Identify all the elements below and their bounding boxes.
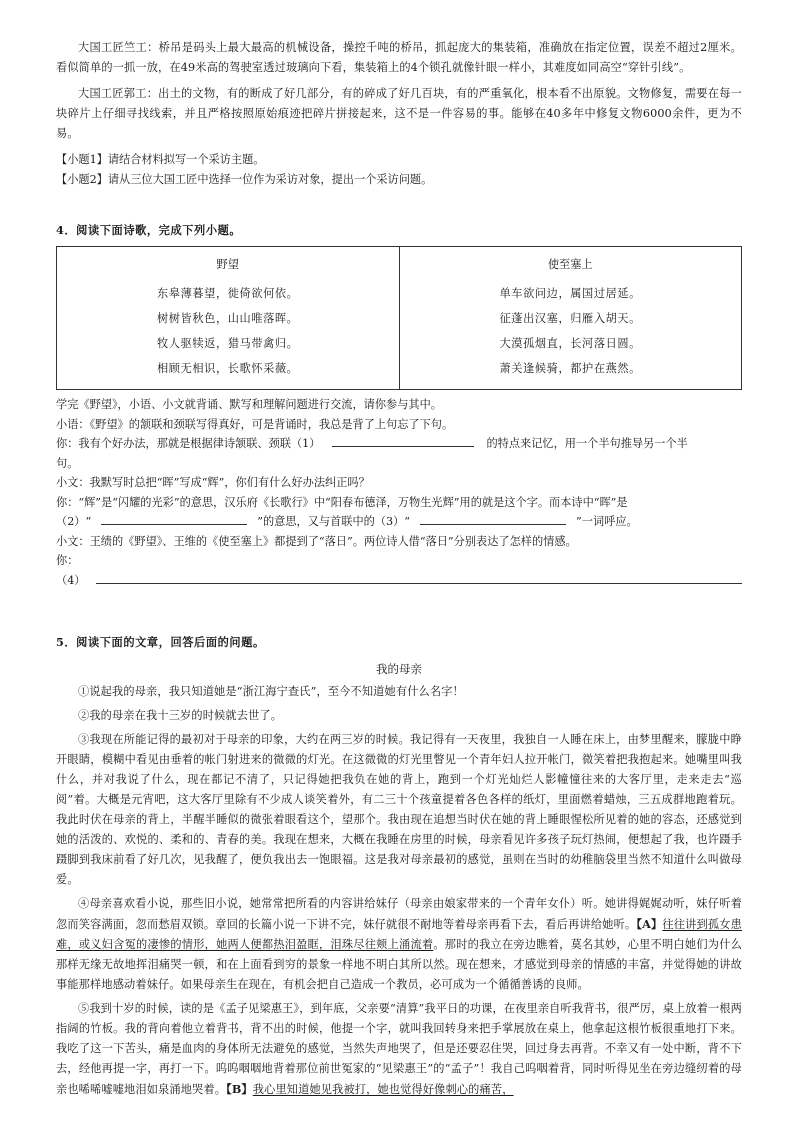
poem-line: 牧人驱犊返，猎马带禽归。	[157, 337, 299, 350]
dialogue-intro: 学完《野望》，小语、小文就背诵、默写和理解问题进行交流，请你参与其中。	[56, 398, 442, 411]
underlined-sentence-b: 我心里知道她见我被打，她也觉得好像刺心的痛苦，	[252, 1083, 514, 1096]
article-paragraph-2: ②我的母亲在我十三岁的时候就去世了。	[78, 709, 283, 722]
poem-title-shizhisaishang: 使至塞上	[547, 258, 593, 271]
dialogue-text: ”一词呼应。	[576, 515, 638, 528]
article-paragraph-4	[56, 894, 742, 995]
dialogue-you-3-answer	[56, 571, 742, 591]
intro-paragraph-guo: 大国工匠郭工：出土的文物，有的断成了好几部分，有的碎成了好几百块，有的严重氧化，根本看不出原貌。文物修复，需要在每一块碎片上仔细寻找线索，并且严格按照原始痕迹把碎片拼接起来，这不是一件容易的事。能够在40多年中修复文物6000余件，更为不易。	[56, 87, 742, 140]
poem-line: 单车欲问边，属国过居延。	[499, 287, 641, 300]
article-paragraph-3: ③我现在所能记得的最初对于母亲的印象，大约在两三岁的时候。我记得有一天夜里，我独自一人睡在床上，由梦里醒来，朦胧中睁开眼睛，模糊中看见由垂着的帐门射进来的微微的灯光。在这微微的灯光里瞥见一个青年妇人拉开帐门，微笑着把我抱起来。她嘴里叫我什么，并对我说了什么，现在都记不清了，只记得她把我负在她的背上，跑到一个灯光灿烂人影幢憧往来的大客厅里，走来走去“巡阅”着。大概是元宵吧，这大客厅里除有不少成人谈笑着外，有二三十个孩童提着各色各样的纸灯，里面燃着蜡烛，三五成群地跑着玩。我此时伏在母亲的背上，半醒半睡似的微张着眼看这个，望那个。我由现在追想当时伏在她的背上睡眼惺松所见着的她的容态，还感觉到她的活泼的、欢悦的、柔和的、青春的美。我现在想来，大概在我睡在房里的时候，母亲看见许多孩子玩灯热闹，便想起了我，也许蹑手蹑脚到我床前看了好几次，见我醒了，便负我出去一饱眼福。这是我对母亲最初的感觉，虽则在当时的幼稚脑袋里当然不知道什么叫做母爱。	[56, 733, 742, 886]
paragraph-text: ⑤我到十岁的时候，读的是《孟子见梁惠王》，到年底，父亲要“清算”我平日的功课，在夜里亲自听我背书，很严厉，桌上放着一根两指阔的竹板。我的背向着他立着背书，背不出的时候，他提一个字，就叫我回转身来把手掌展放在桌上，他拿起这根竹板很重地打下来。我吃了这一下苦头，痛是血肉的身体所无法避免的感觉，当然失声地哭了，但是还要忍住哭，回过身去再背。不幸又有一处中断，背不下去，经他再提一字，再打一下。呜呜咽咽地背着那位前世冤家的“见梁惠王”的“孟子”！我自己呜咽着背，同时听得见坐在旁边缝纫着的母亲也唏唏嘘嘘地泪如泉涌地哭着。	[56, 1002, 742, 1096]
poem-right-cell	[399, 247, 742, 390]
paragraph-text: ④母亲喜欢看小说，那些旧小说，她常常把所看的内容讲给妹仔（母亲由娘家带来的一个青年女仆）听。她讲得娓娓动听，妹仔听着忽而笑容满面，忽而愁眉双锁。章回的长篇小说一下讲不完，妹仔就很不耐地等着母亲再看下去，看后再讲给她听。	[56, 897, 742, 931]
paragraph-text: 。那时的我立在旁边瞧着，莫名其妙，心里不明白她们为什么那样无缘无故地挥泪痛哭一顿，和在上面看到穷的景象一样地不明白其所以然。现在想来，才感觉到母亲的情感的丰富，并觉得她的讲故事能那样地感动着妹仔。如果母亲生在现在，有机会把自己造成一个教员，必可成为一个循循善诱的良师。	[56, 938, 743, 991]
poem-line: 大漠孤烟直，长河落日圆。	[499, 337, 641, 350]
poem-title-yewang: 野望	[216, 258, 239, 271]
dialogue-you-2-cont	[56, 512, 742, 532]
answer-blank-1[interactable]	[332, 434, 474, 447]
intro-paragraph-zhu: 大国工匠竺工：桥吊是码头上最大最高的机械设备，操控千吨的桥吊，抓起庞大的集装箱，准确放在指定位置，误差不超过2厘米。看似简单的一抓一放，在49米高的驾驶室透过玻璃向下看，集装箱上的4个锁孔就像针眼一样小，其难度如同高空“穿针引线”。	[56, 41, 742, 74]
marker-b: 【B】	[226, 1082, 253, 1096]
poem-table	[56, 246, 742, 390]
section-5-heading: 5．阅读下面的文章，回答后面的问题。	[56, 635, 265, 649]
poem-line: 萧关逢候骑，都护在燕然。	[499, 362, 641, 375]
poem-line: 东皋薄暮望，徙倚欲何依。	[157, 287, 299, 300]
poem-left-cell	[57, 247, 400, 390]
exam-page	[56, 38, 742, 1100]
subquestion-2: 【小题2】请从三位大国工匠中选择一位作为采访对象，提出一个采访问题。	[56, 173, 433, 186]
dialogue-text: （2）“	[56, 515, 92, 528]
dialogue-text: ”的意思，又与首联中的（3）“	[257, 515, 411, 528]
poem-line: 征蓬出汉塞，归雁入胡天。	[499, 312, 641, 325]
article-paragraph-1: ①说起我的母亲，我只知道她是“浙江海宁查氏”，至今不知道她有什么名字！	[78, 685, 464, 698]
dialogue-you-2: 你：“辉”是“闪耀的光彩”的意思，汉乐府《长歌行》中“阳春布德泽，万物生光辉”用的就是这个字。而本诗中“晖”是	[56, 495, 628, 509]
dialogue-block	[56, 395, 742, 590]
dialogue-text: 的特点来记忆，用一个半句推导另一个半	[486, 437, 688, 450]
subquestion-1: 【小题1】请结合材料拟写一个采访主题。	[56, 153, 265, 166]
dialogue-xiaowen-1: 小文：我默写时总把“晖”写成“辉”，你们有什么好办法纠正吗？	[56, 476, 370, 489]
poem-line: 树树皆秋色，山山唯落晖。	[157, 312, 299, 325]
dialogue-xiaoyu: 小语：《野望》的颔联和颈联写得真好，可是背诵时，我总是背了上句忘了下句。	[56, 417, 454, 431]
dialogue-text: 句。	[56, 456, 79, 470]
answer-blank-3[interactable]	[420, 512, 566, 525]
article-paragraph-5	[56, 999, 742, 1100]
section-4-heading: 4．阅读下面诗歌，完成下列小题。	[56, 223, 242, 237]
answer-blank-2[interactable]	[101, 512, 247, 525]
underlined-sentence-a: 往往讲到孤女患难，或义妇含冤的凄惨的情形，她两人便都热泪盈眶，泪珠尽往颊上涌流着	[56, 918, 742, 951]
article-title: 我的母亲	[376, 662, 422, 676]
answer-blank-4[interactable]	[96, 571, 742, 584]
dialogue-you-3: 你：	[56, 554, 79, 567]
dialogue-you-1	[56, 434, 742, 454]
marker-a: 【A】	[636, 917, 663, 931]
dialogue-text: 你：我有个好办法，那就是根据律诗颔联、颈联（1）	[56, 437, 321, 450]
dialogue-xiaowen-2: 小文：王绩的《野望》、王维的《使至塞上》都提到了“落日”。两位诗人借“落日”分别表达了怎样的情感。	[56, 534, 577, 548]
poem-line: 相顾无相识，长歌怀采薇。	[157, 362, 299, 375]
dialogue-text: （4）	[56, 573, 86, 587]
